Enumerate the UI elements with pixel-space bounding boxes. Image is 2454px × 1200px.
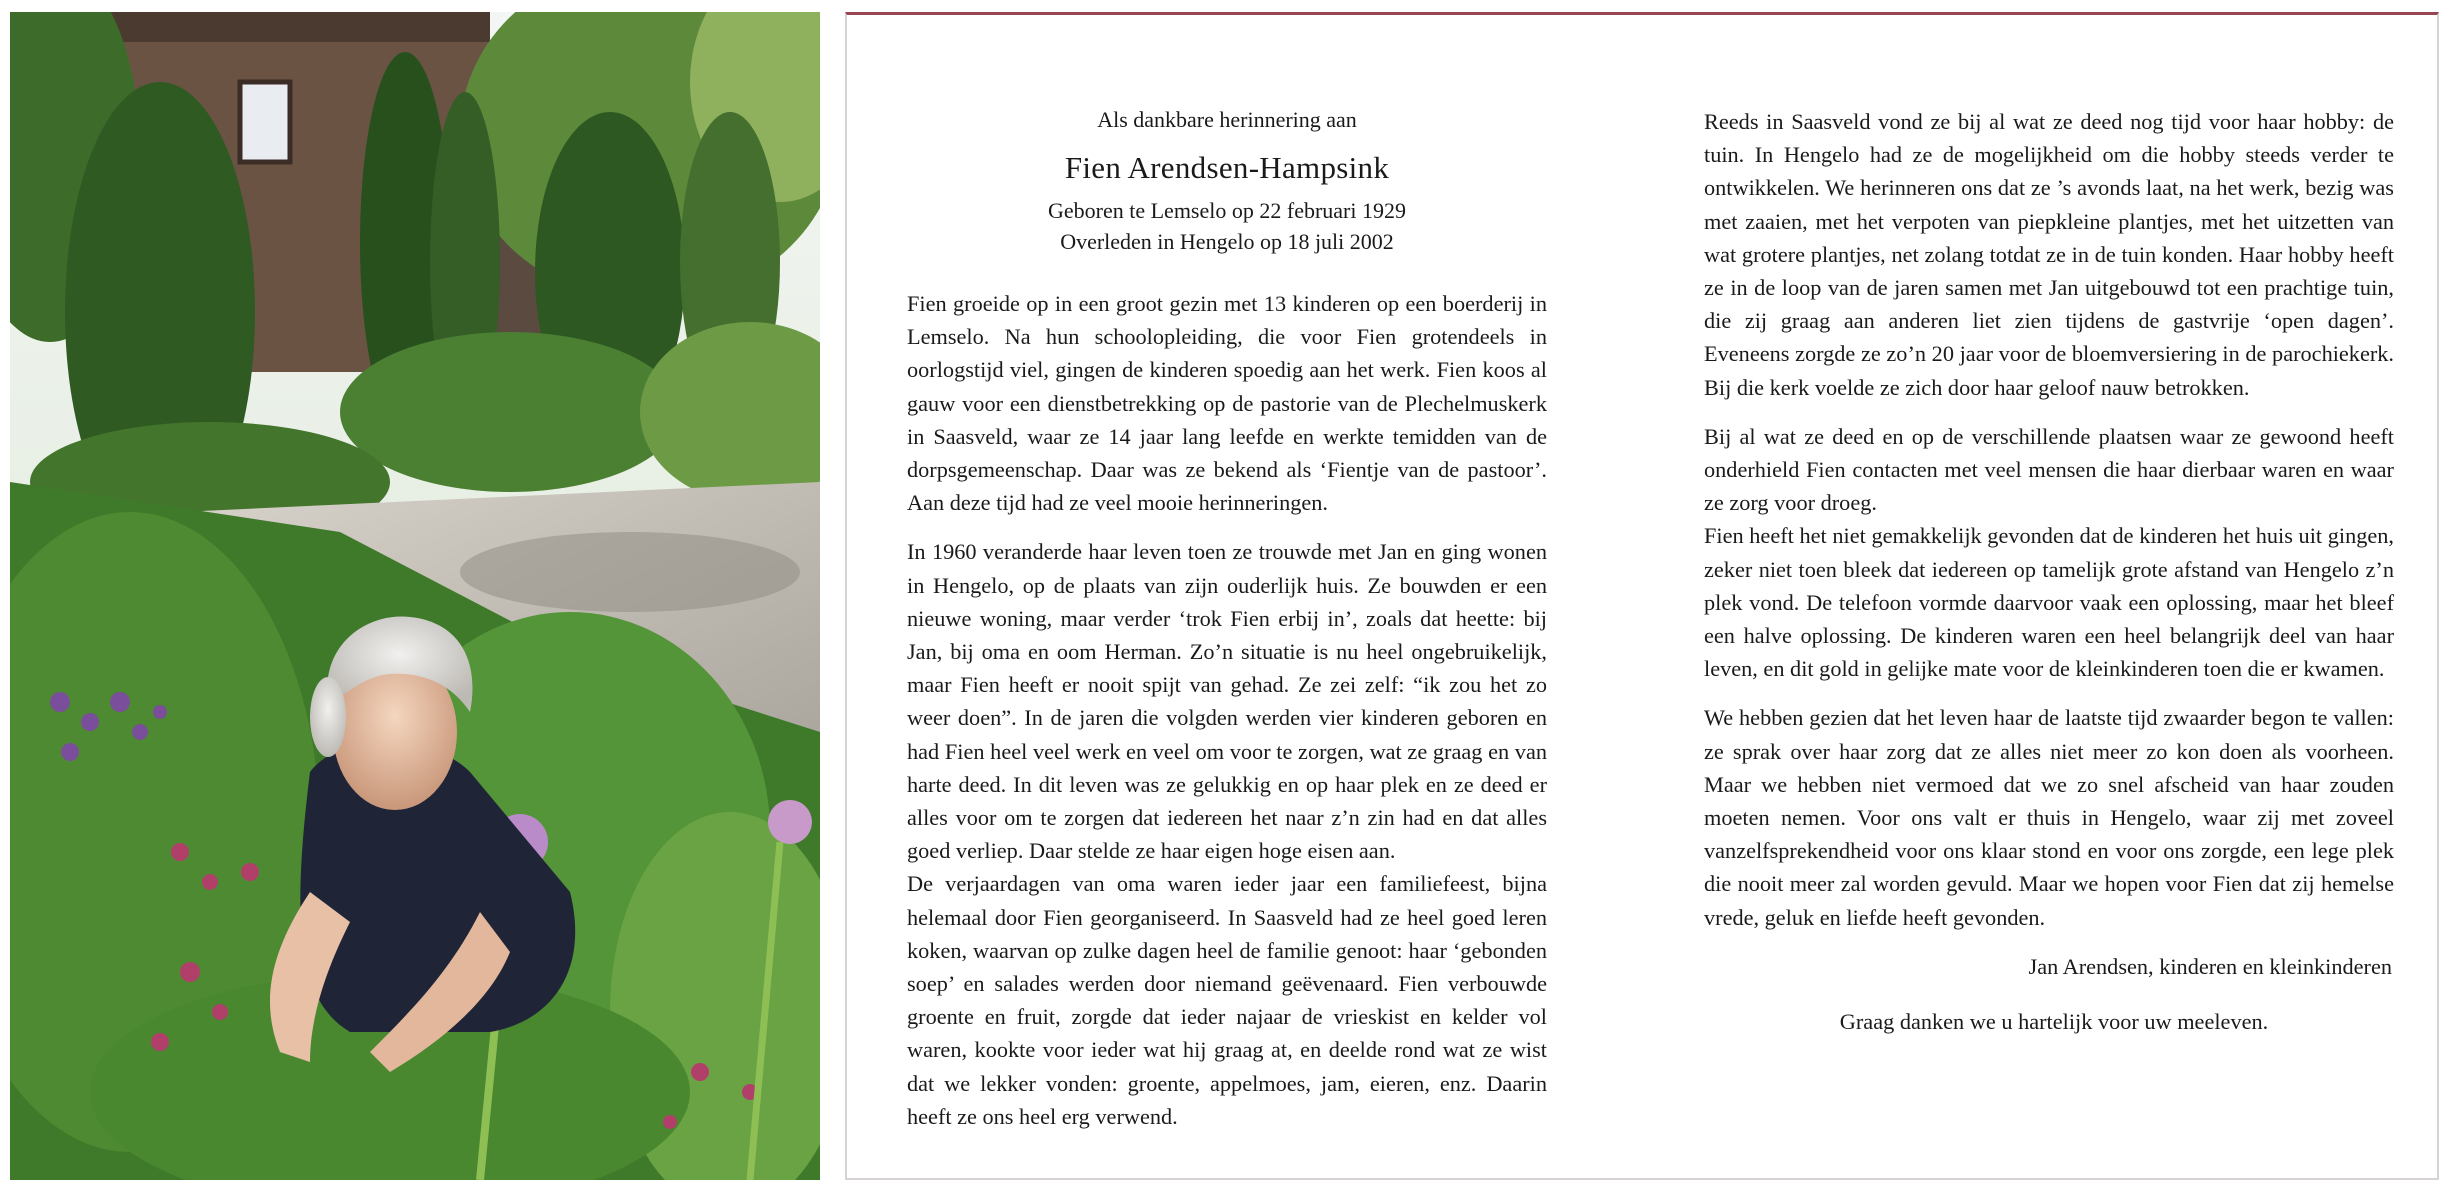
card-left-column	[907, 105, 1547, 1133]
signature: Jan Arendsen, kinderen en kleinkinderen	[2028, 953, 2392, 979]
memorial-card	[845, 12, 2439, 1180]
death-line: Overleden in Hengelo op 18 juli 2002	[1060, 229, 1394, 254]
photo-panel	[10, 12, 820, 1180]
deceased-name: Fien Arendsen-Hampsink	[1064, 150, 1390, 185]
paragraph: De verjaardagen van oma waren ieder jaar een familiefeest, bijna helemaal door Fien georganiseerd. In Saasveld had ze heel goed leren koken, waarvan op zulke dagen heel de familie genoot: haar ‘gebonden soep’ en salades werden door niemand geëvenaard. Fien verbouwde groente en fruit, zorgde dat ieder najaar de vrieskist en kelder vol waren, kookte voor ieder wat hij graag at, en deelde rond wat ze wist dat we lekker vonden: groente, appelmoes, jam, eieren, enz. Daarin heeft ze ons heel erg verwend.	[907, 871, 1547, 1129]
garden-portrait-photo	[10, 12, 820, 1180]
birth-line: Geboren te Lemselo op 22 februari 1929	[1048, 198, 1406, 223]
intro-line: Als dankbare herinnering aan	[1097, 107, 1357, 132]
paragraph: Bij al wat ze deed en op de verschillende plaatsen waar ze gewoond heeft onderhield Fien contacten met veel mensen die haar dierbaar waren en waar ze zorg voor droeg.	[1704, 423, 2394, 516]
paragraph: Fien groeide op in een groot gezin met 13 kinderen op een boerderij in Lemselo. Na hun schoolopleiding, die voor Fien grotendeels in oorlogstijd viel, gingen de kinderen spoedig aan het werk. Fien koos al gauw voor een dienstbetrekking op de pastorie van de Plechelmuskerk in Saasveld, waar ze 14 jaar lang leefde en werkte temidden van de dorpsgemeenschap. Daar was ze bekend als ‘Fientje van de pastoor’. Aan deze tijd had ze veel mooie herinneringen.	[907, 291, 1547, 516]
paragraph: Reeds in Saasveld vond ze bij al wat ze deed nog tijd voor haar hobby: de tuin. In Hengelo had ze de mogelijkheid om die hobby steeds verder te ontwikkelen. We herinneren ons dat ze ’s avonds laat, na het werk, bezig was met zaaien, met het verpoten van piepkleine plantjes, met het uitzetten van wat grotere plantjes, net zolang totdat ze in de tuin konden. Haar hobby heeft ze in de loop van de jaren samen met Jan uitgebouwd tot een prachtige tuin, die zij graag aan anderen liet zien tijdens de gastvrije ‘open dagen’. Eveneens zorgde ze zo’n 20 jaar voor de bloemversiering in de parochiekerk. Bij die kerk voelde ze zich door haar geloof nauw betrokken.	[1704, 109, 2394, 400]
card-right-column	[1704, 105, 2394, 1038]
card-header	[907, 105, 1547, 257]
paragraph: Fien heeft het niet gemakkelijk gevonden dat de kinderen het huis uit gingen, zeker niet toen bleek dat iedereen op tamelijk grote afstand van Hengelo z’n plek vond. De telefoon vormde daarvoor vaak een oplossing, maar het bleef een halve oplossing. De kinderen waren een heel belangrijk deel van haar leven, en dit gold in gelijke mate voor de kleinkinderen toen die er kwamen.	[1704, 523, 2394, 682]
thanks-line: Graag danken we u hartelijk voor uw meeleven.	[1839, 1009, 2269, 1035]
biography-left	[907, 287, 1547, 1133]
paragraph: In 1960 veranderde haar leven toen ze trouwde met Jan en ging wonen in Hengelo, op de plaats van zijn ouderlijk huis. Ze bouwden er een nieuwe woning, maar verder ‘trok Fien erbij in’, zoals dat heette: bij Jan, bij oma en oom Herman. Zo’n situatie is nu heel ongebruikelijk, maar Fien heeft er nooit spijt van gehad. Ze zei zelf: “ik zou het zo weer doen”. In de jaren die volgden werden vier kinderen geboren en had Fien heel veel werk en veel om voor te zorgen, wat ze graag en van harte deed. In dit leven was ze gelukkig en op haar plek en ze deed er alles voor om te zorgen dat iedereen het naar z’n zin had en dat alles goed verliep. Daar stelde ze haar eigen hoge eisen aan.	[907, 539, 1547, 864]
paragraph: We hebben gezien dat het leven haar de laatste tijd zwaarder begon te vallen: ze sprak over haar zorg dat ze alles niet meer zo kon doen als voorheen. Maar we hebben niet vermoed dat we zo snel afscheid van haar zouden moeten nemen. Voor ons valt er thuis in Hengelo, waar zij met zoveel vanzelfsprekendheid voor ons klaar stond en voor ons zorgde, een lege plek die nooit meer zal worden gevuld. Maar we hopen voor Fien dat zij hemelse vrede, geluk en liefde heeft gevonden.	[1704, 705, 2394, 930]
